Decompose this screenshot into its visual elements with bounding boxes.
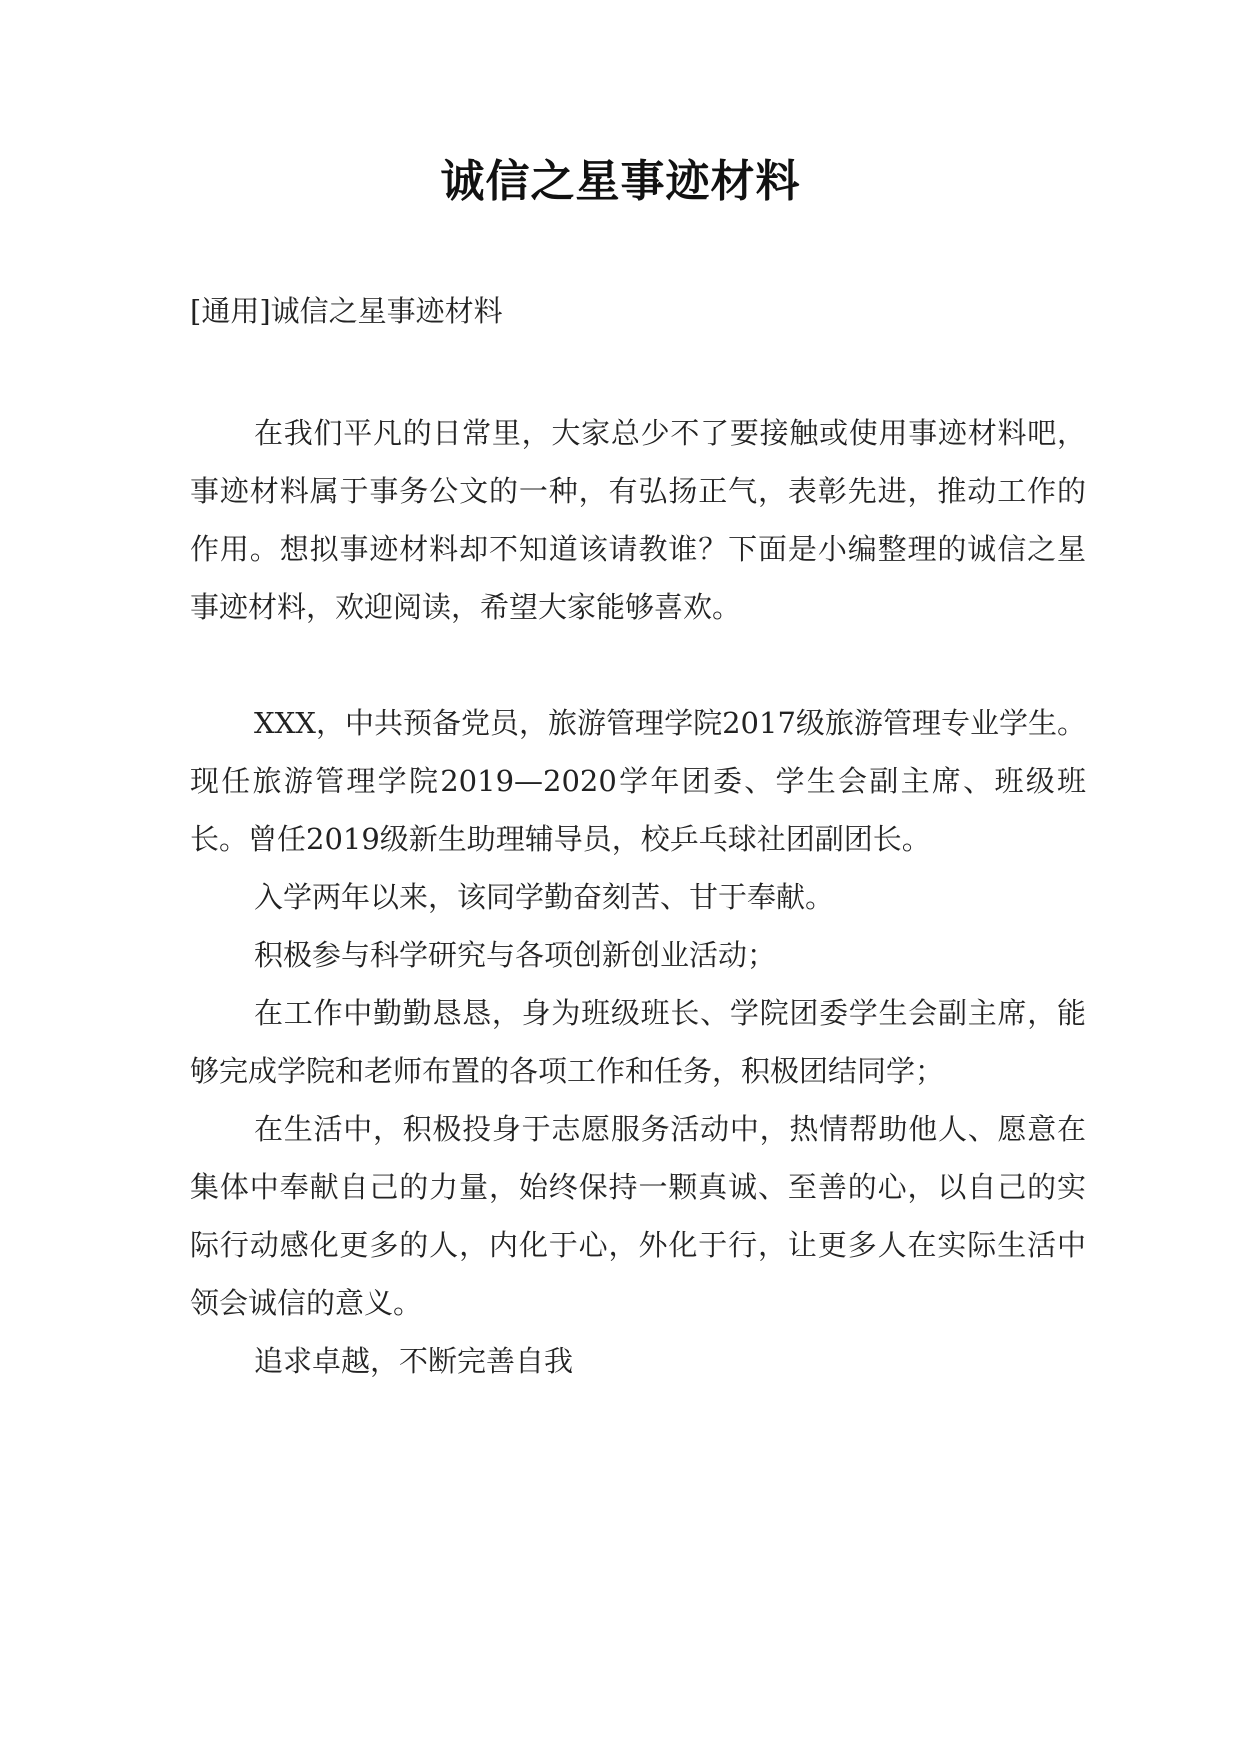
document-title: 诚信之星事迹材料 <box>440 156 801 207</box>
document-body <box>190 404 1086 1390</box>
summary-paragraph: 入学两年以来，该同学勤奋刻苦、甘于奉献。 <box>254 880 835 914</box>
profile-paragraph: XXX，中共预备党员，旅游管理学院2017级旅游管理专业学生。现任旅游管理学院2019—2020学年团委、学生会副主席、班级班长。曾任2019级新生助理辅导员，校乒乓球社团副团长。 <box>190 706 1086 856</box>
intro-paragraph: 在我们平凡的日常里，大家总少不了要接触或使用事迹材料吧，事迹材料属于事务公文的一种，有弘扬正气，表彰先进，推动工作的作用。想拟事迹材料却不知道该请教谁？下面是小编整理的诚信之星事迹材料，欢迎阅读，希望大家能够喜欢。 <box>190 416 1086 624</box>
document-subtitle: [通用]诚信之星事迹材料 <box>190 294 503 328</box>
work-paragraph: 在工作中勤勤恳恳，身为班级班长、学院团委学生会副主席，能够完成学院和老师布置的各项工作和任务，积极团结同学； <box>190 996 1086 1088</box>
research-paragraph: 积极参与科学研究与各项创新创业活动； <box>254 938 777 972</box>
excellence-paragraph: 追求卓越，不断完善自我 <box>254 1344 574 1378</box>
life-paragraph: 在生活中，积极投身于志愿服务活动中，热情帮助他人、愿意在集体中奉献自己的力量，始终保持一颗真诚、至善的心，以自己的实际行动感化更多的人，内化于心，外化于行，让更多人在实际生活中领会诚信的意义。 <box>190 1112 1086 1320</box>
